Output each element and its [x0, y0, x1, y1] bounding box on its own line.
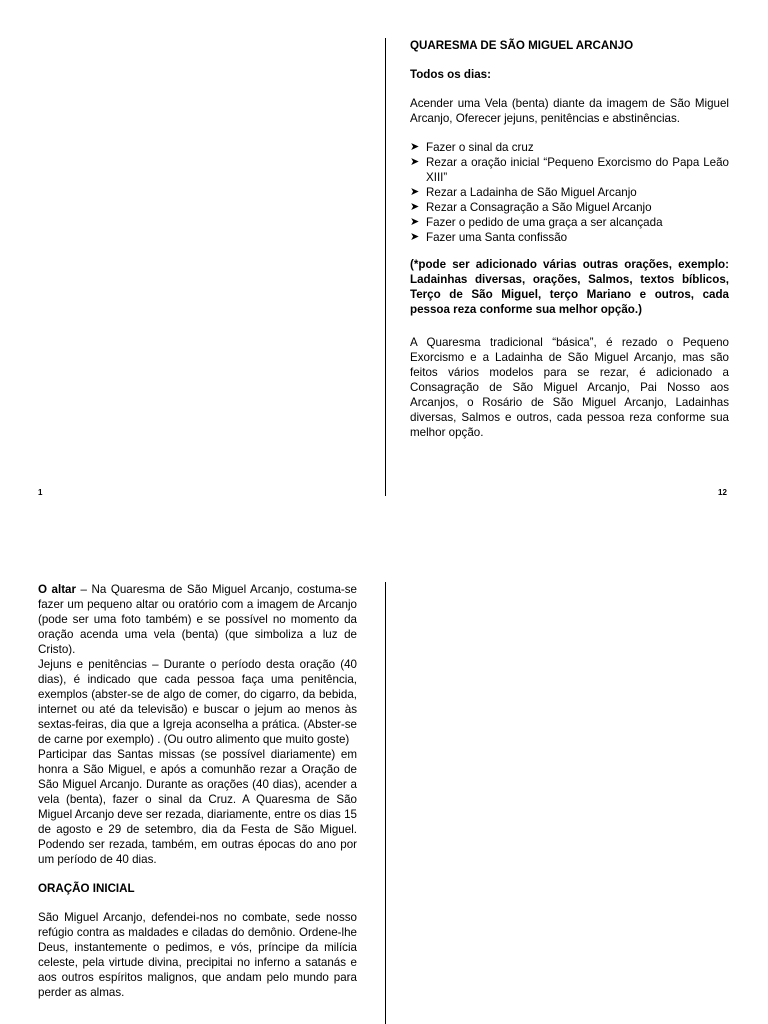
arrow-bullet-icon: ➤ — [410, 186, 420, 198]
arrow-bullet-icon: ➤ — [410, 216, 420, 228]
column-divider-bottom — [385, 582, 386, 1024]
steps-list — [410, 140, 729, 245]
masses-paragraph: Participar das Santas missas (se possível diariamente) em honra a São Miguel, e após a comunhão rezar a Oração de São Miguel Arcanjo. Durante as orações (40 dias), acender a vela (benta), fazer o sinal da Cruz. A Quaresma de São Miguel Arcanjo deve ser rezada, diariamente, entre os dias 15 de agosto e 29 de setembro, dia da Festa de São Miguel. Podendo ser rezada, também, em outras épocas do ano por um período de 40 dias. — [38, 748, 357, 866]
intro-paragraph: Acender uma Vela (benta) diante da imagem de São Miguel Arcanjo, Oferecer jejuns, penitências e abstinências. — [410, 97, 729, 125]
fasting-paragraph: Jejuns e penitências – Durante o período desta oração (40 dias), é indicado que cada pessoa faça uma penitência, exemplos (abster-se de algo de comer, do cigarro, da bebida, internet ou até da televisão) e buscar o jejum ao menos às sextas-feiras, dia que a Igreja aconselha a prática. (Abster-se de carne por exemplo) . (Ou outro alimento que muito goste) — [38, 658, 357, 746]
arrow-bullet-icon: ➤ — [410, 231, 420, 243]
altar-paragraph — [38, 582, 357, 657]
arrow-bullet-icon: ➤ — [410, 156, 420, 168]
altar-label: O altar — [38, 583, 77, 596]
list-item: ➤ Rezar a Ladainha de São Miguel Arcanjo — [410, 186, 637, 199]
prayer-heading: ORAÇÃO INICIAL — [38, 882, 135, 895]
column-divider-top — [385, 38, 386, 496]
top-right-column — [410, 38, 729, 440]
list-item: ➤ Fazer uma Santa confissão — [410, 231, 568, 244]
section-title: QUARESMA DE SÃO MIGUEL ARCANJO — [410, 39, 634, 52]
list-item: ➤ Rezar a Consagração a São Miguel Arcanjo — [410, 201, 652, 214]
bottom-left-column — [38, 582, 357, 1000]
arrow-bullet-icon: ➤ — [410, 141, 420, 153]
list-item: ➤ Fazer o sinal da cruz — [410, 141, 534, 154]
altar-text: – Na Quaresma de São Miguel Arcanjo, costuma-se fazer um pequeno altar ou oratório com a imagem de Arcanjo (pode ser uma foto também) e se possível no momento da oração acenda uma vela (benta) (que simboliza a luz de Cristo). — [38, 583, 358, 656]
section-subtitle: Todos os dias: — [410, 68, 491, 81]
prayer-text: São Miguel Arcanjo, defendei-nos no combate, sede nosso refúgio contra as maldades e ciladas do demônio. Ordene-lhe Deus, instantemente o pedimos, e vós, príncipe da milícia celeste, pela virtude divina, precipitai no inferno a satanás e aos outros espíritos malignos, que andam pelo mundo para perder as almas. — [38, 911, 357, 999]
optional-prayers-note: (*pode ser adicionado várias outras orações, exemplo: Ladainhas diversas, orações, Salmos, textos bíblicos, Terço de São Miguel, terço Mariano e outros, cada pessoa reza conforme sua melhor opção.) — [410, 258, 729, 316]
page-number-right: 12 — [718, 488, 727, 497]
arrow-bullet-icon: ➤ — [410, 201, 420, 213]
page-number-left: 1 — [38, 488, 43, 497]
list-item: ➤ Rezar a oração inicial “Pequeno Exorcismo do Papa Leão XIII” — [410, 156, 729, 184]
list-item: ➤ Fazer o pedido de uma graça a ser alcançada — [410, 216, 663, 229]
closing-paragraph: A Quaresma tradicional “básica”, é rezado o Pequeno Exorcismo e a Ladainha de São Miguel Arcanjo, mas são feitos vários modelos para se rezar, é adicionado a Consagração de São Miguel Arcanjo, Pai Nosso aos Arcanjos, o Rosário de São Miguel Arcanjo, Ladainhas diversas, Salmos e outros, cada pessoa reza conforme sua melhor opção. — [410, 336, 729, 439]
